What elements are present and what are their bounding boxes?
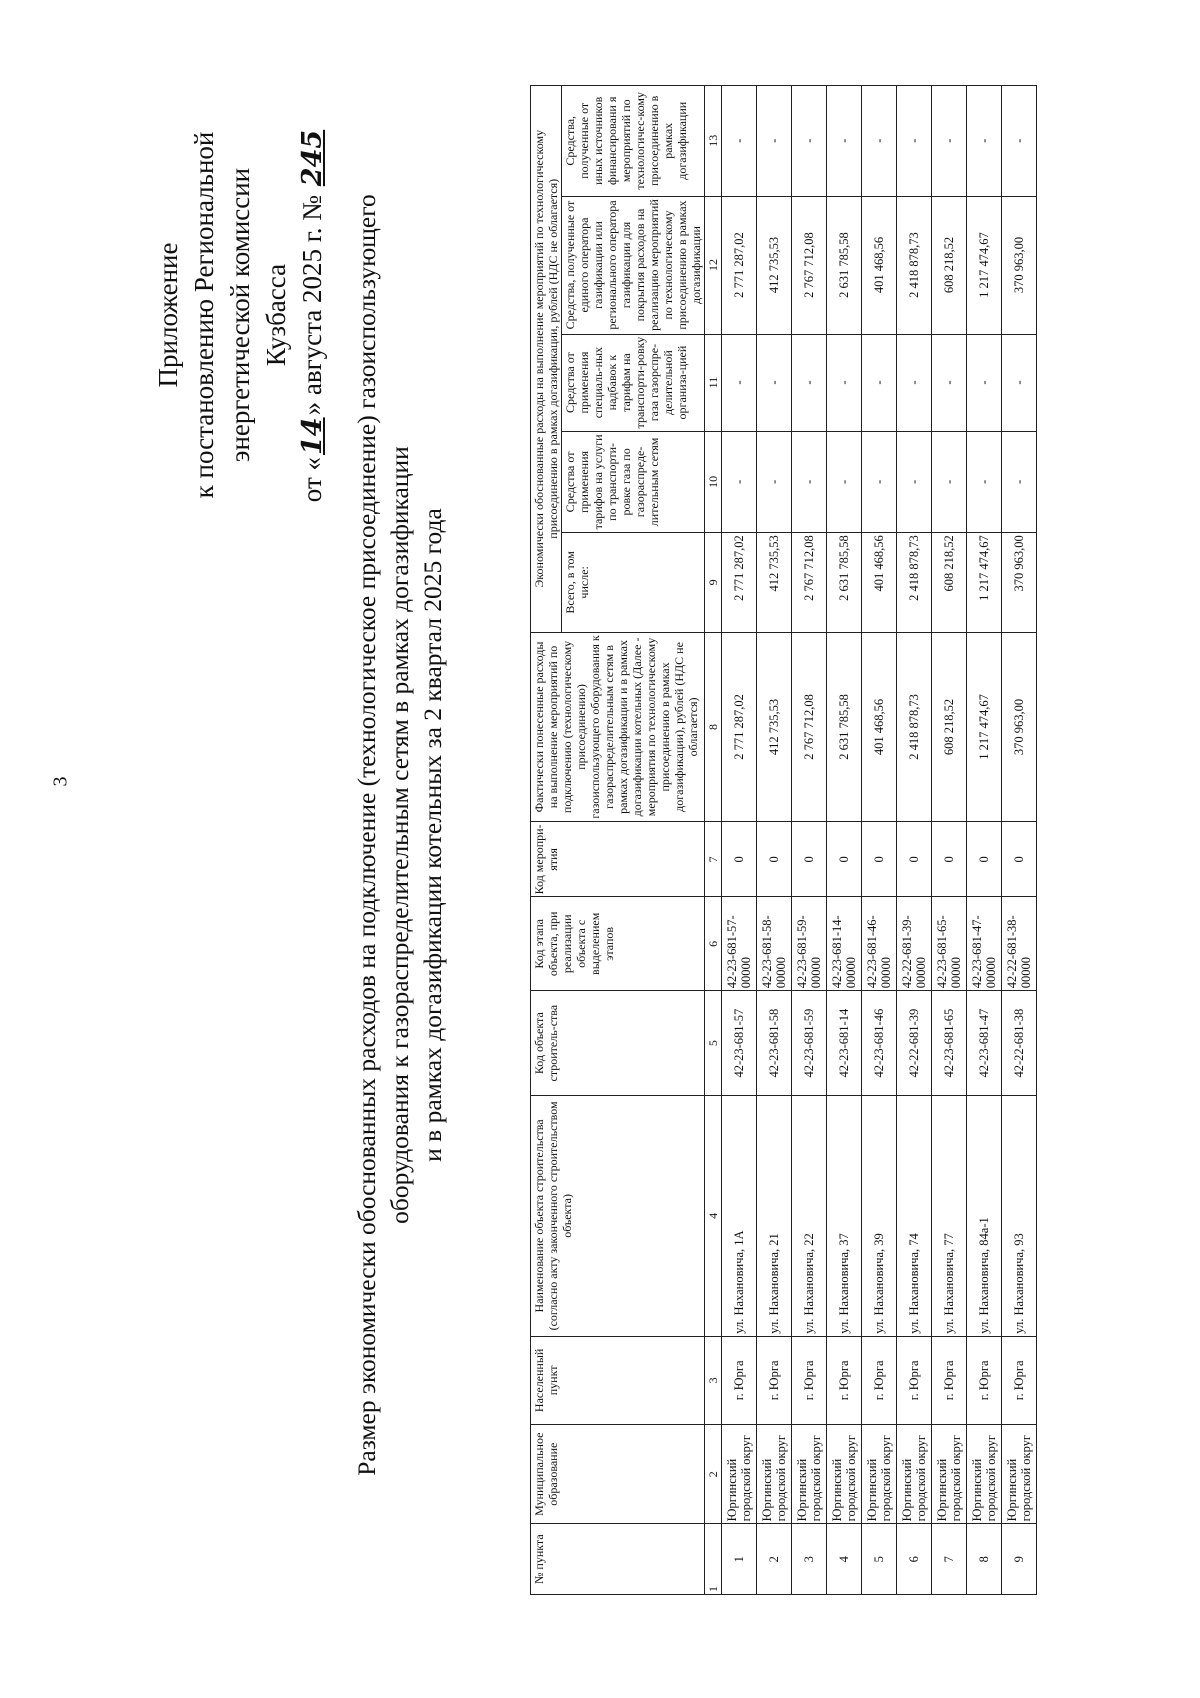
event-code-cell: 0 [967,822,1002,897]
handwritten-decree-number: 245 [297,129,328,187]
object-code-cell: 42-23-681-46 [862,991,897,1096]
header-single-operator: Средства, полученные от единого оператора газификации или регионального оператора газификации для покрытия расходов на реализацию мероприятий по технологическому присоединению в рамках догазификации [562,196,705,334]
object-code-cell: 42-22-681-39 [897,991,932,1096]
date-prefix: от « [297,456,327,503]
single-operator-cell: 412 735,53 [757,196,792,334]
stage-code-cell: 42-23-681-47-00000 [967,897,1002,991]
table-row [967,86,1002,1595]
other-sources-cell: - [932,86,967,197]
single-operator-cell: 370 963,00 [1002,196,1037,334]
other-sources-cell: - [967,86,1002,197]
municipality-cell: Юргинский городской округ [932,1425,967,1524]
header-settlement: Населенный пункт [531,1336,705,1424]
actual-costs-cell: 2 631 785,58 [827,632,862,822]
tariffs-cell: - [967,431,1002,533]
title-line: и в рамках догазификации котельных за 2 квартал 2025 года [418,508,447,1162]
event-code-cell: 0 [862,822,897,897]
settlement-cell: г. Юрга [1002,1336,1037,1424]
appendix-line: энергетической комиссии [225,167,255,463]
object-code-cell: 42-23-681-58 [757,991,792,1096]
other-sources-cell: - [792,86,827,197]
appendix-line: к постановлению Региональной [189,131,219,499]
point-no-cell: 9 [1002,1524,1037,1595]
stage-code-cell: 42-23-681-57-00000 [722,897,757,991]
tariffs-cell: - [897,431,932,533]
title-line: оборудования к газораспределительным сетям в рамках догазификации [385,446,414,1224]
document-title [350,55,449,1615]
column-number: 12 [705,196,722,334]
tariffs-cell: - [722,431,757,533]
appendix-title: Приложение [153,242,183,388]
other-sources-cell: - [827,86,862,197]
object-name-cell: ул. Нахановича, 93 [1002,1096,1037,1337]
appendix-block [150,55,331,575]
column-number: 9 [705,533,722,632]
column-number-row [705,86,722,1595]
other-sources-cell: - [862,86,897,197]
page-number: 3 [49,776,72,787]
special-markups-cell: - [897,334,932,431]
document-sheet [150,55,1200,1615]
table-row [722,86,757,1595]
table-row [757,86,792,1595]
table-row [792,86,827,1595]
single-operator-cell: 2 771 287,02 [722,196,757,334]
total-cell: 1 217 474,67 [967,533,1002,632]
actual-costs-cell: 1 217 474,67 [967,632,1002,822]
header-municipality: Муниципальное образование [531,1425,705,1524]
total-cell: 412 735,53 [757,533,792,632]
table-row [932,86,967,1595]
municipality-cell: Юргинский городской округ [1002,1425,1037,1524]
column-number: 11 [705,334,722,431]
single-operator-cell: 2 631 785,58 [827,196,862,334]
stage-code-cell: 42-23-681-14-00000 [827,897,862,991]
decree-date-line [294,55,331,575]
object-name-cell: ул. Нахановича, 84а-1 [967,1096,1002,1337]
date-middle: » августа 2025 г. № [297,188,327,416]
table-row [862,86,897,1595]
column-number: 6 [705,897,722,991]
appendix-line: Кузбасса [261,263,291,367]
object-name-cell: ул. Нахановича, 37 [827,1096,862,1337]
header-justified-costs-group: Экономически обоснованные расходы на выполнение мероприятий по технологическому присоединению в рамках догазификации, рублей (НДС не облагается) [531,86,562,633]
table-row [1002,86,1037,1595]
object-name-cell: ул. Нахановича, 77 [932,1096,967,1337]
settlement-cell: г. Юрга [827,1336,862,1424]
tariffs-cell: - [862,431,897,533]
stage-code-cell: 42-23-681-65-00000 [932,897,967,991]
settlement-cell: г. Юрга [932,1336,967,1424]
single-operator-cell: 401 468,56 [862,196,897,334]
special-markups-cell: - [757,334,792,431]
object-name-cell: ул. Нахановича, 74 [897,1096,932,1337]
object-name-cell: ул. Нахановича, 21 [757,1096,792,1337]
single-operator-cell: 608 218,52 [932,196,967,334]
single-operator-cell: 2 767 712,08 [792,196,827,334]
municipality-cell: Юргинский городской округ [757,1425,792,1524]
table-body [722,86,1037,1595]
header-total: Всего, в том числе: [562,533,705,632]
other-sources-cell: - [1002,86,1037,197]
other-sources-cell: - [757,86,792,197]
tariffs-cell: - [1002,431,1037,533]
actual-costs-cell: 401 468,56 [862,632,897,822]
title-line: Размер экономически обоснованных расходов на подключение (технологическое присоединение) газоиспользующего [352,194,381,1476]
other-sources-cell: - [722,86,757,197]
tariffs-cell: - [932,431,967,533]
event-code-cell: 0 [827,822,862,897]
column-number: 5 [705,991,722,1096]
header-row [531,86,562,1595]
header-object-code: Код объекта строитель-ства [531,991,705,1096]
object-name-cell: ул. Нахановича, 22 [792,1096,827,1337]
actual-costs-cell: 412 735,53 [757,632,792,822]
point-no-cell: 4 [827,1524,862,1595]
object-code-cell: 42-22-681-38 [1002,991,1037,1096]
actual-costs-cell: 608 218,52 [932,632,967,822]
actual-costs-cell: 2 767 712,08 [792,632,827,822]
point-no-cell: 5 [862,1524,897,1595]
total-cell: 2 767 712,08 [792,533,827,632]
event-code-cell: 0 [897,822,932,897]
header-point-no: № пункта [531,1524,705,1595]
special-markups-cell: - [722,334,757,431]
settlement-cell: г. Юрга [862,1336,897,1424]
column-number: 2 [705,1425,722,1524]
header-stage-code: Код этапа объекта, при реализации объекта с выделением этапов [531,897,705,991]
header-event-code: Код меропри-ятия [531,822,705,897]
settlement-cell: г. Юрга [897,1336,932,1424]
special-markups-cell: - [1002,334,1037,431]
object-name-cell: ул. Нахановича, 39 [862,1096,897,1337]
table-row [897,86,932,1595]
column-number: 8 [705,632,722,822]
stage-code-cell: 42-22-681-38-00000 [1002,897,1037,991]
settlement-cell: г. Юрга [792,1336,827,1424]
municipality-cell: Юргинский городской округ [897,1425,932,1524]
event-code-cell: 0 [932,822,967,897]
header-other-sources: Средства, полученные от иных источников финансировани я мероприятий по технологичес-кому присоединению в рамках догазификации [562,86,705,197]
event-code-cell: 0 [1002,822,1037,897]
single-operator-cell: 1 217 474,67 [967,196,1002,334]
column-number: 10 [705,431,722,533]
total-cell: 2 631 785,58 [827,533,862,632]
tariffs-cell: - [792,431,827,533]
object-code-cell: 42-23-681-14 [827,991,862,1096]
stage-code-cell: 42-23-681-59-00000 [792,897,827,991]
settlement-cell: г. Юрга [967,1336,1002,1424]
total-cell: 2 771 287,02 [722,533,757,632]
costs-table [530,85,1037,1595]
event-code-cell: 0 [722,822,757,897]
actual-costs-cell: 370 963,00 [1002,632,1037,822]
municipality-cell: Юргинский городской округ [862,1425,897,1524]
municipality-cell: Юргинский городской округ [827,1425,862,1524]
handwritten-day: 14 [297,417,328,455]
object-code-cell: 42-23-681-47 [967,991,1002,1096]
object-name-cell: ул. Нахановича, 1А [722,1096,757,1337]
other-sources-cell: - [897,86,932,197]
object-code-cell: 42-23-681-65 [932,991,967,1096]
municipality-cell: Юргинский городской округ [792,1425,827,1524]
table-row [827,86,862,1595]
point-no-cell: 7 [932,1524,967,1595]
point-no-cell: 8 [967,1524,1002,1595]
point-no-cell: 1 [722,1524,757,1595]
special-markups-cell: - [827,334,862,431]
total-cell: 370 963,00 [1002,533,1037,632]
total-cell: 608 218,52 [932,533,967,632]
special-markups-cell: - [792,334,827,431]
stage-code-cell: 42-22-681-39-00000 [897,897,932,991]
point-no-cell: 3 [792,1524,827,1595]
stage-code-cell: 42-23-681-46-00000 [862,897,897,991]
total-cell: 401 468,56 [862,533,897,632]
header-actual-costs: Фактически понесенные расходы на выполнение мероприятий по подключению (технологическому присоединению) газоиспользующего оборудования к газораспределительным сетям в рамках догазификации и в рамках догазификации котельных (Далее - мероприятия по технологическому присоединению в рамках догазификации), рублей (НДС не облагается) [531,632,705,822]
settlement-cell: г. Юрга [722,1336,757,1424]
column-number: 7 [705,822,722,897]
special-markups-cell: - [862,334,897,431]
municipality-cell: Юргинский городской округ [722,1425,757,1524]
point-no-cell: 6 [897,1524,932,1595]
header-special-markups: Средства от применения специаль-ных надбавок к тарифам на транспорти-ровку газа газорспре-делительной организа-цией [562,334,705,431]
actual-costs-cell: 2 418 878,73 [897,632,932,822]
total-cell: 2 418 878,73 [897,533,932,632]
column-number: 1 [705,1524,722,1595]
event-code-cell: 0 [792,822,827,897]
object-code-cell: 42-23-681-59 [792,991,827,1096]
tariffs-cell: - [757,431,792,533]
event-code-cell: 0 [757,822,792,897]
special-markups-cell: - [932,334,967,431]
object-code-cell: 42-23-681-57 [722,991,757,1096]
column-number: 3 [705,1336,722,1424]
single-operator-cell: 2 418 878,73 [897,196,932,334]
stage-code-cell: 42-23-681-58-00000 [757,897,792,991]
special-markups-cell: - [967,334,1002,431]
column-number: 13 [705,86,722,197]
actual-costs-cell: 2 771 287,02 [722,632,757,822]
settlement-cell: г. Юрга [757,1336,792,1424]
tariffs-cell: - [827,431,862,533]
point-no-cell: 2 [757,1524,792,1595]
municipality-cell: Юргинский городской округ [967,1425,1002,1524]
header-tariffs: Средства от применения тарифов на услуги по транспорти-ровке газа по газораспреде-лительным сетям [562,431,705,533]
header-object-name: Наименование объекта строительства (согласно акту законченного строительством объекта) [531,1096,705,1337]
column-number: 4 [705,1096,722,1337]
